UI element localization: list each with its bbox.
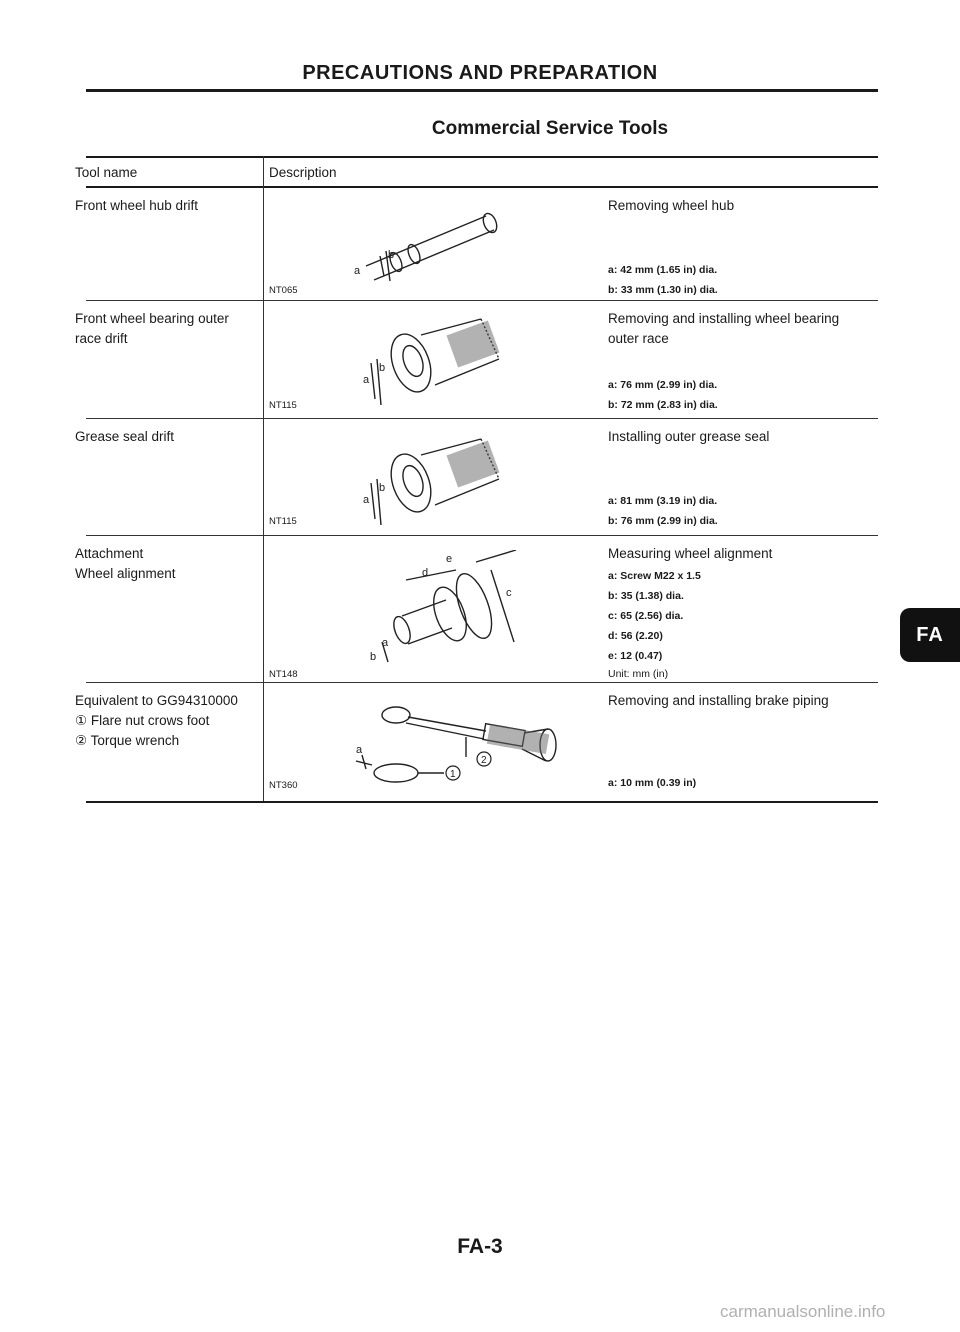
tool-purpose	[608, 691, 878, 711]
tool-name	[75, 196, 260, 216]
spec-line: c: 65 (2.56) dia.	[608, 610, 684, 622]
tool-name-line: Front wheel bearing outer	[75, 311, 229, 326]
table-row	[75, 419, 878, 535]
race-drift-drawing	[341, 313, 521, 413]
table-row	[75, 683, 878, 801]
spec-line: a: 76 mm (2.99 in) dia.	[608, 379, 718, 391]
table-row	[75, 536, 878, 682]
header-rule	[86, 89, 878, 92]
tool-name-line: Front wheel hub drift	[75, 198, 199, 213]
dim-label: d	[422, 567, 429, 579]
callout-label: 2	[481, 755, 487, 766]
wheel-alignment-attachment-drawing	[336, 550, 526, 670]
tool-name-line: Grease seal drift	[75, 429, 175, 444]
dim-label: a	[356, 744, 363, 756]
dim-label: a	[354, 265, 361, 277]
tool-purpose	[608, 309, 878, 349]
section-title: Commercial Service Tools	[431, 118, 669, 139]
tool-name-line: Equivalent to GG94310000	[75, 693, 238, 708]
drawing-code: NT065	[269, 285, 298, 296]
dim-label: e	[446, 553, 453, 565]
dim-label: a	[363, 374, 370, 386]
page-header-title: PRECAUTIONS AND PREPARATION	[302, 62, 658, 84]
purpose-line: outer race	[608, 331, 669, 346]
dim-label: b	[379, 362, 386, 374]
callout-label: 1	[450, 769, 456, 780]
tool-name-line: ① Flare nut crows foot	[75, 713, 210, 728]
spec-line: b: 33 mm (1.30 in) dia.	[608, 284, 718, 296]
spec-line: a: Screw M22 x 1.5	[608, 570, 701, 582]
section-tab-fa: FA	[900, 608, 960, 662]
purpose-line: Installing outer grease seal	[608, 429, 770, 444]
dim-label: b	[388, 249, 395, 261]
table-row	[75, 188, 878, 300]
column-header-tool-name: Tool name	[75, 165, 138, 180]
tool-name-line: ② Torque wrench	[75, 733, 180, 748]
table-top-rule	[86, 156, 878, 158]
table-bottom-rule	[86, 801, 878, 803]
drawing-code: NT115	[269, 400, 297, 411]
spec-line: d: 56 (2.20)	[608, 630, 663, 642]
tool-purpose	[608, 427, 878, 447]
tool-name-line: Wheel alignment	[75, 566, 176, 581]
watermark-text: carmanualsonline.info	[720, 1302, 886, 1321]
dim-label: a	[363, 494, 370, 506]
column-header-description: Description	[269, 165, 337, 180]
spec-line: b: 76 mm (2.99 in) dia.	[608, 515, 718, 527]
tool-name	[75, 427, 260, 447]
hub-drift-drawing	[336, 196, 516, 296]
purpose-line: Removing and installing wheel bearing	[608, 311, 840, 326]
tool-purpose	[608, 544, 878, 564]
tool-name-line: race drift	[75, 331, 128, 346]
dim-label: c	[506, 587, 512, 599]
tool-name	[75, 309, 260, 349]
spec-line: a: 42 mm (1.65 in) dia.	[608, 264, 718, 276]
spec-line: a: 81 mm (3.19 in) dia.	[608, 495, 718, 507]
tool-name	[75, 544, 260, 584]
page-number: FA-3	[457, 1235, 503, 1258]
purpose-line: Removing and installing brake piping	[608, 693, 829, 708]
drawing-code: NT115	[269, 516, 297, 527]
spec-line: b: 72 mm (2.83 in) dia.	[608, 399, 718, 411]
tool-name	[75, 691, 260, 751]
spec-line: e: 12 (0.47)	[608, 650, 663, 662]
drawing-code: NT148	[269, 669, 298, 680]
table-row	[75, 301, 878, 418]
tool-purpose	[608, 196, 878, 216]
torque-wrench-drawing	[316, 697, 576, 797]
unit-note: Unit: mm (in)	[608, 668, 669, 680]
tool-name-line: Attachment	[75, 546, 144, 561]
dim-label: b	[379, 482, 386, 494]
drawing-code: NT360	[269, 780, 298, 791]
grease-seal-drift-drawing	[341, 433, 521, 533]
dim-label: b	[370, 651, 377, 663]
dim-label: a	[382, 637, 389, 649]
purpose-line: Measuring wheel alignment	[608, 546, 773, 561]
spec-line: a: 10 mm (0.39 in)	[608, 777, 697, 789]
purpose-line: Removing wheel hub	[608, 198, 735, 213]
spec-line: b: 35 (1.38) dia.	[608, 590, 684, 602]
